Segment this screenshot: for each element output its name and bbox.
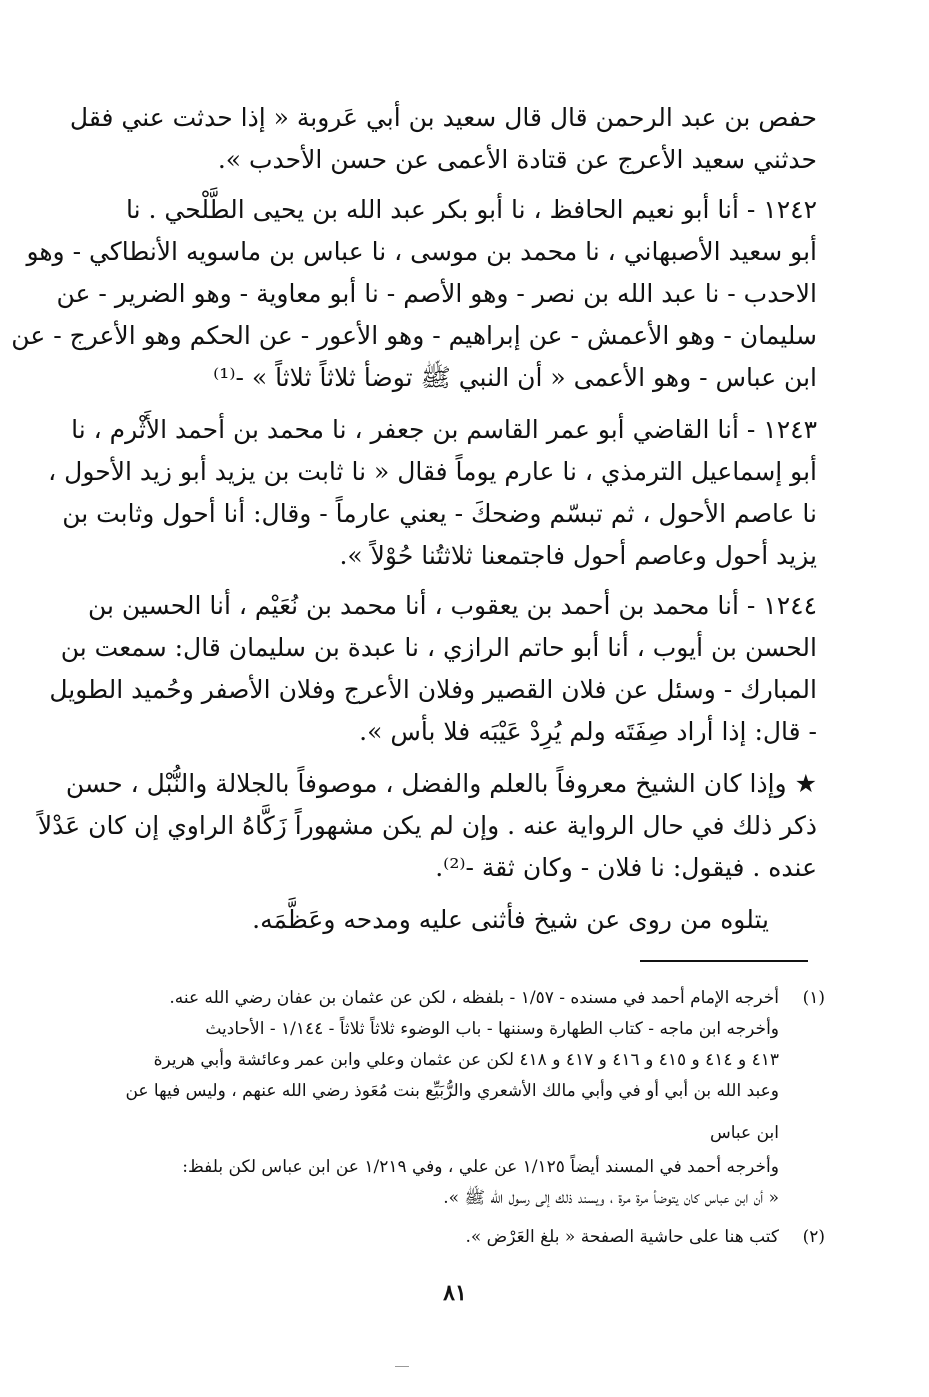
body-line: ★ وإذا كان الشيخ معروفاً بالعلم والفضل ، موصوفاً بالجلالة والنُّبْل ، حسن bbox=[65, 769, 817, 798]
body-line: أبو سعيد الأصبهاني ، نا محمد بن موسى ، نا عباس بن ماسويه الأنطاكي - وهو bbox=[26, 237, 817, 266]
continuation-line: يتلوه من روى عن شيخ فأثنى عليه ومدحه وعَظَّمَه. bbox=[252, 905, 769, 934]
body-line: ابن عباس - وهو الأعمى « أن النبي ﷺ توضأ ثلاثاً ثلاثاً » -⁽¹⁾ bbox=[213, 363, 817, 392]
footnote-line: أخرجه الإمام أحمد في مسنده - ١/٥٧ - بلفظه ، لكن عن عثمان بن عفان رضي الله عنه. bbox=[169, 988, 779, 1008]
scan-mark bbox=[395, 1366, 409, 1367]
footnote-line: ابن عباس bbox=[709, 1123, 779, 1143]
body-line: الحسن بن أيوب ، أنا أبو حاتم الرازي ، نا عبدة بن سليمان قال: سمعت بن bbox=[60, 633, 817, 662]
body-line: أبو إسماعيل الترمذي ، نا عارم يوماً فقال « نا ثابت بن يزيد أبو زيد الأحول ، bbox=[48, 457, 817, 486]
body-line: يزيد أحول وعاصم أحول فاجتمعنا ثلاثتُنا حُوْلاً ». bbox=[339, 541, 817, 570]
body-line: - قال: إذا أراد صِفَتَه ولم يُرِدْ عَيْبَه فلا بأس ». bbox=[359, 717, 817, 746]
footnote-line: وعبد الله بن أبي أو في وأبي مالك الأشعري والرُّبَيِّع بنت مُعَوذ رضي الله عنهم ، وليس فيها عن bbox=[125, 1081, 779, 1101]
body-line: حفص بن عبد الرحمن قال قال سعيد بن أبي عَروبة « إذا حدثت عني فقل bbox=[69, 103, 817, 132]
footnote-marker: (١) bbox=[802, 988, 825, 1008]
body-line: المبارك - وسئل عن فلان القصير وفلان الأعرج وفلان الأصفر وحُميد الطويل bbox=[49, 675, 817, 704]
body-line: ذكر ذلك في حال الرواية عنه . وإن لم يكن مشهوراً زَكَّاهُ الراوي إن كان عَدْلاً bbox=[37, 811, 817, 840]
footnote-separator bbox=[640, 960, 808, 962]
body-line: ١٢٤٣ - أنا القاضي أبو عمر القاسم بن جعفر ، نا محمد بن أحمد الأَثْرم ، نا bbox=[71, 415, 817, 444]
footnote-line: وأخرجه أحمد في المسند أيضاً ١/١٢٥ عن علي ، وفي ١/٢١٩ عن ابن عباس لكن بلفظ: bbox=[182, 1157, 779, 1177]
body-line: عنده . فيقول: نا فلان - وكان ثقة -⁽²⁾. bbox=[435, 853, 817, 882]
body-line: سليمان - وهو الأعمش - عن إبراهيم - وهو الأعور - عن الحكم وهو الأعرج - عن bbox=[11, 321, 817, 350]
footnote-line: ٤١٣ و ٤١٤ و ٤١٥ و ٤١٦ و ٤١٧ و ٤١٨ لكن عن عثمان وعلي وابن عمر وعائشة وأبي هريرة bbox=[153, 1050, 779, 1070]
footnote-line: وأخرجه ابن ماجه - كتاب الطهارة وسننها - باب الوضوء ثلاثاً ثلاثاً - ١/١٤٤ - الأحاديث bbox=[205, 1019, 779, 1039]
body-line: حدثني سعيد الأعرج عن قتادة الأعمى عن حسن الأحدب ». bbox=[217, 145, 817, 174]
body-line: ١٢٤٤ - أنا محمد بن أحمد بن يعقوب ، أنا محمد بن نُعَيْم ، أنا الحسين بن bbox=[87, 591, 817, 620]
footnote-marker: (٢) bbox=[802, 1227, 825, 1247]
page-number: ٨١ bbox=[443, 1280, 467, 1306]
body-line: الاحدب - نا عبد الله بن نصر - وهو الأصم - نا أبو معاوية - وهو الضرير - عن bbox=[56, 279, 817, 308]
footnote-line: « أن ابن عباس كان يتوضأ مرة مرة ، ويسند ذلك إلى رسول الله ﷺ ». bbox=[443, 1188, 779, 1208]
body-line: ١٢٤٢ - أنا أبو نعيم الحافظ ، نا أبو بكر عبد الله بن يحيى الطَّلْحي . نا bbox=[125, 195, 817, 224]
footnote-line: كتب هنا على حاشية الصفحة « بلغ العَرْض ». bbox=[465, 1227, 779, 1247]
body-line: نا عاصم الأحول ، ثم تبسّم وضحكَ - يعني عارماً - وقال: أنا أحول وثابت بن bbox=[62, 499, 817, 528]
